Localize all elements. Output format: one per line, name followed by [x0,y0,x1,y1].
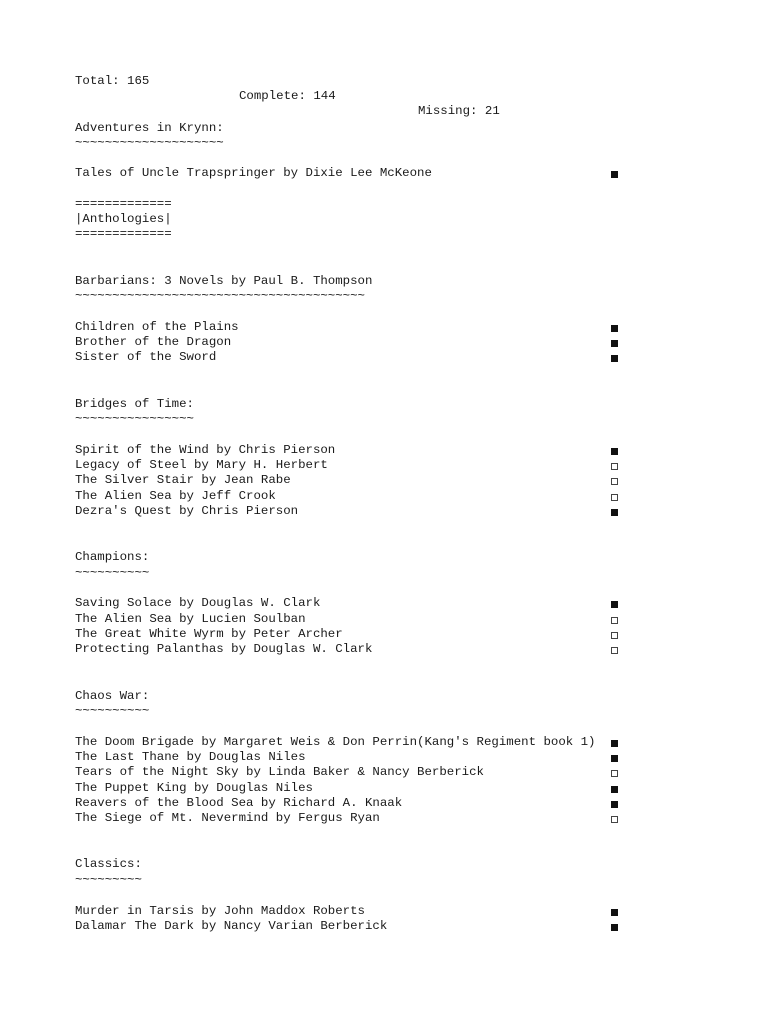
category-heading: |Anthologies| [75,212,172,226]
list-item: Reavers of the Blood Sea by Richard A. Knaak [75,796,403,810]
status-box [611,448,618,455]
list-item: The Puppet King by Douglas Niles [75,781,313,795]
status-box [611,494,618,501]
status-box [611,340,618,347]
complete-count: Complete: 144 [239,89,336,103]
list-item: The Last Thane by Douglas Niles [75,750,306,764]
list-item: Sister of the Sword [75,350,217,364]
status-box [611,617,618,624]
section-underline: ~~~~~~~~~~~~~~~~~~~~~~~~~~~~~~~~~~~~~~~ [75,289,365,303]
list-item: Tears of the Night Sky by Linda Baker & Nancy Berberick [75,765,484,779]
list-item: Legacy of Steel by Mary H. Herbert [75,458,328,472]
section-underline: ~~~~~~~~~ [75,873,142,887]
section-title: Barbarians: 3 Novels by Paul B. Thompson [75,274,373,288]
status-box [611,740,618,747]
list-item: Dezra's Quest by Chris Pierson [75,504,299,518]
list-item: Children of the Plains [75,320,239,334]
status-box [611,786,618,793]
status-box [611,463,618,470]
status-box [611,755,618,762]
section-underline: ~~~~~~~~~~~~~~~~ [75,412,194,426]
status-box [611,325,618,332]
section-underline: ~~~~~~~~~~~~~~~~~~~~ [75,136,224,150]
list-item: Protecting Palanthas by Douglas W. Clark [75,642,373,656]
list-item: Spirit of the Wind by Chris Pierson [75,443,336,457]
section-title: Chaos War: [75,689,150,703]
status-box [611,647,618,654]
status-box [611,478,618,485]
list-item: The Great White Wyrm by Peter Archer [75,627,343,641]
section-title: Adventures in Krynn: [75,121,224,135]
section-title: Bridges of Time: [75,397,194,411]
status-box [611,816,618,823]
list-item: Brother of the Dragon [75,335,232,349]
section-title: Champions: [75,550,150,564]
header-rule: ============= [75,197,172,211]
list-item: The Silver Stair by Jean Rabe [75,473,291,487]
status-box [611,171,618,178]
section-title: Classics: [75,857,142,871]
list-item: Dalamar The Dark by Nancy Varian Berberick [75,919,388,933]
section-underline: ~~~~~~~~~~ [75,704,150,718]
status-box [611,924,618,931]
status-box [611,909,618,916]
section-underline: ~~~~~~~~~~ [75,566,150,580]
list-item: The Doom Brigade by Margaret Weis & Don Perrin(Kang's Regiment book 1) [75,735,596,749]
total-count: Total: 165 [75,74,150,88]
status-box [611,632,618,639]
list-item: Murder in Tarsis by John Maddox Roberts [75,904,365,918]
missing-count: Missing: 21 [418,104,500,118]
list-item: The Siege of Mt. Nevermind by Fergus Ryan [75,811,380,825]
list-item: The Alien Sea by Lucien Soulban [75,612,306,626]
list-item: Saving Solace by Douglas W. Clark [75,596,321,610]
status-box [611,801,618,808]
status-box [611,770,618,777]
status-box [611,355,618,362]
header-rule: ============= [75,227,172,241]
list-item: The Alien Sea by Jeff Crook [75,489,276,503]
status-box [611,509,618,516]
status-box [611,601,618,608]
list-item: Tales of Uncle Trapspringer by Dixie Lee McKeone [75,166,432,180]
